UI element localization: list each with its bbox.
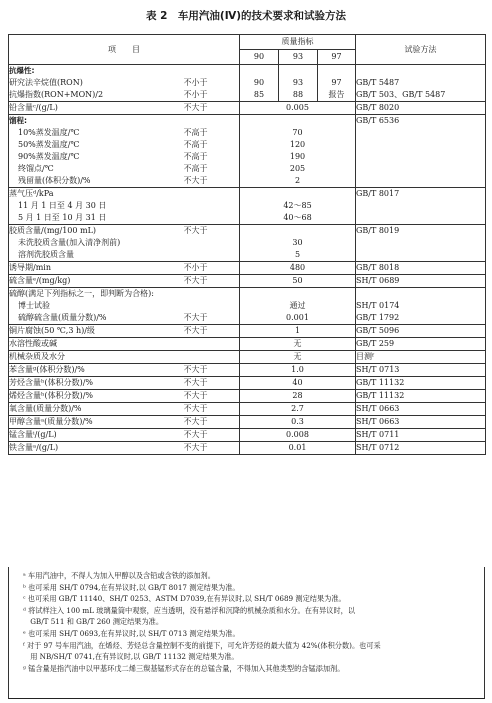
- method-label: SH/T 0689: [356, 276, 400, 285]
- limit-label: 不大于: [183, 276, 208, 285]
- condition-cell: [184, 416, 240, 429]
- item-cell: [9, 403, 184, 416]
- item-label: 11 月 1 日至 4 月 30 日: [18, 201, 107, 210]
- method-cell: [356, 442, 486, 455]
- spec-value: 28: [292, 391, 303, 400]
- condition-cell: [184, 429, 240, 442]
- item-label: 5 月 1 日至 10 月 31 日: [18, 213, 107, 222]
- method-label: GB/T 5096: [356, 326, 400, 335]
- table-row: [9, 65, 486, 102]
- method-label: GB/T 259: [356, 339, 395, 348]
- method-cell: [356, 338, 486, 351]
- value-cell: [240, 102, 356, 115]
- method-label: [356, 200, 485, 212]
- value-cell: [240, 288, 356, 325]
- item-label: 未洗胶质含量(加入清净剂前): [18, 238, 121, 247]
- item-label: 水溶性酸或碱: [9, 339, 57, 348]
- footnote: ᵈ 将试样注入 100 mL 玻璃量筒中观察，应当透明，没有悬浮和沉降的机械杂质和水分。在有异议时，以: [23, 605, 356, 615]
- grade-93-value: [279, 65, 317, 77]
- item-label: 馏程:: [9, 116, 27, 125]
- footnote: ᵍ 锰含量是指汽油中以甲基环戊二烯三羰基锰形式存在的总锰含量，不得加入其他类型的含锰添加剂。: [23, 663, 345, 673]
- table-row: [9, 390, 486, 403]
- footnote: ᵉ 也可采用 SH/T 0693,在有异议时,以 SH/T 0713 测定结果为准。: [23, 628, 240, 638]
- item-cell: [9, 416, 184, 429]
- value-cell: [240, 351, 356, 364]
- limit-label: 不高于: [183, 140, 208, 149]
- value-cell: [240, 225, 356, 262]
- table-row: [9, 364, 486, 377]
- limit-label: 不小于: [183, 263, 208, 272]
- item-label: 硫醇(满足下列指标之一，即判断为合格):: [9, 289, 154, 298]
- table-row: [9, 338, 486, 351]
- method-label: GB/T 6536: [356, 116, 400, 125]
- footnote: ᶜ 也可采用 GB/T 11140、SH/T 0253、ASTM D7039,在有异议时,以 SH/T 0689 测定结果为准。: [23, 594, 346, 604]
- method-cell: [356, 188, 486, 225]
- method-label: SH/T 0663: [356, 417, 400, 426]
- grade-97-cell: [318, 65, 356, 102]
- spec-value: 1: [294, 326, 301, 335]
- limit-label: 不大于: [183, 365, 208, 374]
- limit-label: 不大于: [183, 226, 208, 235]
- condition-cell: [184, 325, 240, 338]
- condition-cell: [184, 403, 240, 416]
- footnote: ᵇ 也可采用 SH/T 0794,在有异议时,以 GB/T 8017 测定结果为准。: [23, 582, 240, 592]
- method-label: GB/T 8020: [356, 103, 400, 112]
- method-cell: [356, 390, 486, 403]
- limit-label: 不大于: [183, 404, 208, 413]
- table-row: [9, 115, 486, 188]
- spec-value: 通过: [289, 301, 306, 310]
- method-label: [356, 237, 485, 249]
- condition-cell: [184, 364, 240, 377]
- spec-value: 205: [289, 164, 306, 173]
- item-label: 溶剂洗胶质含量: [18, 250, 74, 259]
- method-label: [356, 65, 485, 77]
- value-cell: [240, 429, 356, 442]
- item-label: 研究法辛烷值(RON): [9, 78, 83, 87]
- method-cell: [356, 225, 486, 262]
- grade-97-value: 97: [331, 78, 342, 87]
- item-cell: [9, 102, 184, 115]
- spec-value: 2: [294, 176, 301, 185]
- condition-cell: [184, 442, 240, 455]
- method-cell: [356, 325, 486, 338]
- method-label: [356, 249, 485, 261]
- limit-label: [184, 115, 240, 127]
- table-row: [9, 403, 486, 416]
- footnote: ᵃ 车用汽油中，不得人为加入甲醇以及含铅或含铁的添加剂。: [23, 571, 215, 580]
- condition-cell: [184, 288, 240, 325]
- spec-value: 40: [292, 378, 303, 387]
- condition-cell: [184, 115, 240, 188]
- spec-value: 120: [289, 140, 306, 149]
- item-cell: [9, 338, 184, 351]
- grade-93-value: 88: [292, 90, 304, 99]
- spec-value: [240, 225, 355, 237]
- condition-cell: [184, 390, 240, 403]
- item-cell: [9, 390, 184, 403]
- value-cell: [240, 325, 356, 338]
- limit-label: [184, 338, 240, 350]
- value-cell: [240, 262, 356, 275]
- method-label: GB/T 8017: [356, 189, 400, 198]
- item-label: 抗爆性:: [9, 66, 35, 75]
- footnote: ᶠ 对于 97 号车用汽油，在烯烃、芳烃总含量控制不变的前提下，可允许芳烃的最大值为 42%(体积分数)。也可采: [23, 640, 381, 650]
- spec-value: 1.0: [291, 365, 304, 374]
- spec-value: 40～68: [283, 213, 312, 222]
- limit-label: 不大于: [183, 391, 208, 400]
- spec-value: 42～85: [283, 201, 312, 210]
- limit-label: 不高于: [183, 152, 208, 161]
- method-label: GB/T 1792: [356, 313, 400, 322]
- table-row: [9, 102, 486, 115]
- value-cell: [240, 364, 356, 377]
- table-row: [9, 288, 486, 325]
- item-label: 锰含量ⁱ/(g/L): [9, 430, 57, 439]
- limit-label: [184, 249, 240, 261]
- method-label: GB/T 503、GB/T 5487: [356, 90, 446, 99]
- method-label: 目测ᶠ: [356, 352, 374, 361]
- item-cell: [9, 377, 184, 390]
- condition-cell: [184, 377, 240, 390]
- item-label: 铅含量ᶜ/(g/L): [9, 103, 58, 112]
- method-label: [356, 139, 485, 151]
- method-label: [356, 212, 485, 224]
- item-label: 残留量(体积分数)/%: [18, 176, 91, 185]
- spec-value: 0.001: [286, 313, 309, 322]
- spec-value: 2.7: [291, 404, 304, 413]
- item-cell: [9, 325, 184, 338]
- limit-label: 不大于: [183, 313, 208, 322]
- method-cell: [356, 403, 486, 416]
- table-row: [9, 275, 486, 288]
- method-label: SH/T 0712: [356, 443, 400, 452]
- limit-label: [184, 212, 240, 224]
- value-cell: [240, 390, 356, 403]
- spec-value: [240, 288, 355, 300]
- footnote: 用 NB/SH/T 0741,在有异议时,以 GB/T 11132 测定结果为准。: [23, 652, 239, 662]
- item-label: 甲醇含量ᵃ(质量分数)/%: [9, 417, 93, 426]
- item-label: 烯烃含量ʰ(体积分数)/%: [9, 391, 93, 400]
- item-cell: [9, 351, 184, 364]
- table-row: [9, 442, 486, 455]
- method-cell: [356, 275, 486, 288]
- limit-label: 不大于: [183, 176, 208, 185]
- method-label: [356, 151, 485, 163]
- method-cell: [356, 262, 486, 275]
- grade-97-value: 报告: [328, 90, 345, 99]
- limit-label: [184, 237, 240, 249]
- spec-value: 190: [289, 152, 306, 161]
- method-cell: [356, 416, 486, 429]
- limit-label: [184, 300, 240, 312]
- limit-label: 不大于: [183, 430, 208, 439]
- limit-label: [184, 200, 240, 212]
- table-title: 表 2 车用汽油(Ⅳ)的技术要求和试验方法: [145, 10, 347, 22]
- grade-90-value: 85: [253, 90, 265, 99]
- value-cell: [240, 275, 356, 288]
- table-row: [9, 416, 486, 429]
- method-cell: [356, 351, 486, 364]
- footnote: GB/T 511 和 GB/T 260 测定结果为准。: [23, 617, 164, 627]
- method-cell: [356, 288, 486, 325]
- limit-label: 不大于: [183, 417, 208, 426]
- method-label: [356, 288, 485, 300]
- condition-cell: [184, 275, 240, 288]
- condition-cell: [184, 102, 240, 115]
- spec-value: 0.005: [286, 103, 309, 112]
- item-cell: [9, 115, 184, 188]
- spec-value: 0.01: [288, 443, 307, 452]
- method-cell: [356, 429, 486, 442]
- header-grade-90: 90: [240, 50, 279, 65]
- table-row: [9, 429, 486, 442]
- item-label: 硫醇硫含量(质量分数)/%: [18, 313, 107, 322]
- method-label: GB/T 11132: [356, 378, 405, 387]
- item-label: 芳烃含量ʰ(体积分数)/%: [9, 378, 93, 387]
- item-cell: [9, 225, 184, 262]
- item-label: 硫含量ᵉ/(mg/kg): [9, 276, 71, 285]
- spec-value: 0.3: [291, 417, 304, 426]
- grade-90-cell: [240, 65, 279, 102]
- spec-value: 5: [294, 250, 301, 259]
- item-label: 胶质含量/(mg/100 mL): [9, 226, 97, 235]
- grade-93-value: 93: [292, 78, 304, 87]
- value-cell: [240, 416, 356, 429]
- condition-cell: [184, 262, 240, 275]
- item-cell: [9, 442, 184, 455]
- method-label: GB/T 8018: [356, 263, 400, 272]
- limit-label: [184, 288, 240, 300]
- grade-97-value: [318, 65, 355, 77]
- condition-cell: [184, 225, 240, 262]
- item-label: 蒸气压ᵈ/kPa: [9, 189, 54, 198]
- item-cell: [9, 262, 184, 275]
- method-cell: [356, 102, 486, 115]
- limit-label: 不大于: [183, 443, 208, 452]
- limit-label: 不高于: [183, 128, 208, 137]
- item-cell: [9, 188, 184, 225]
- spec-body: [9, 65, 486, 455]
- limit-label: 不小于: [183, 78, 208, 87]
- limit-label: [184, 351, 240, 363]
- item-cell: [9, 275, 184, 288]
- grade-90-value: [240, 65, 278, 77]
- item-label: 终馏点/℃: [18, 164, 54, 173]
- item-label: 90%蒸发温度/℃: [18, 152, 80, 161]
- method-label: SH/T 0663: [356, 404, 400, 413]
- item-label: 50%蒸发温度/℃: [18, 140, 80, 149]
- item-label: 氧含量(质量分数)/%: [9, 404, 82, 413]
- value-cell: [240, 442, 356, 455]
- item-cell: [9, 288, 184, 325]
- header-quality: 质量指标: [240, 35, 356, 50]
- footnotes: [8, 567, 485, 699]
- method-label: [356, 175, 485, 187]
- method-label: SH/T 0713: [356, 365, 400, 374]
- item-label: 10%蒸发温度/℃: [18, 128, 80, 137]
- condition-cell: [184, 338, 240, 351]
- table-row: [9, 325, 486, 338]
- grade-90-value: 90: [253, 78, 265, 87]
- item-cell: [9, 65, 184, 102]
- condition-cell: [184, 351, 240, 364]
- condition-cell: [184, 188, 240, 225]
- item-label: 苯含量ᵍ(体积分数)/%: [9, 365, 85, 374]
- header-grade-97: 97: [318, 50, 356, 65]
- header-method: 试验方法: [356, 35, 486, 65]
- item-cell: [9, 429, 184, 442]
- method-label: GB/T 5487: [356, 78, 400, 87]
- item-label: 诱导期/min: [9, 263, 51, 272]
- table-row: [9, 188, 486, 225]
- method-label: [356, 127, 485, 139]
- item-label: 铜片腐蚀(50 ℃,3 h)/级: [9, 326, 95, 335]
- spec-value: 0.008: [286, 430, 309, 439]
- spec-table: [8, 34, 486, 455]
- item-cell: [9, 364, 184, 377]
- table-row: [9, 262, 486, 275]
- method-label: SH/T 0711: [356, 430, 400, 439]
- limit-label: 不大于: [183, 326, 208, 335]
- value-cell: [240, 377, 356, 390]
- spec-value: [240, 188, 355, 200]
- method-cell: [356, 65, 486, 102]
- value-cell: [240, 403, 356, 416]
- table-row: [9, 377, 486, 390]
- method-label: [356, 163, 485, 175]
- limit-label: 不小于: [183, 90, 208, 99]
- condition-cell: [184, 65, 240, 102]
- item-label: 机械杂质及水分: [9, 352, 65, 361]
- method-cell: [356, 115, 486, 188]
- table-row: [9, 225, 486, 262]
- spec-value: 50: [292, 276, 303, 285]
- spec-value: [240, 115, 355, 127]
- method-cell: [356, 377, 486, 390]
- value-cell: [240, 115, 356, 188]
- spec-value: 30: [292, 238, 303, 247]
- item-label: 抗爆指数(RON+MON)/2: [9, 90, 104, 99]
- grade-93-cell: [279, 65, 318, 102]
- spec-value: 480: [289, 263, 306, 272]
- method-label: GB/T 8019: [356, 226, 400, 235]
- item-label: 博士试验: [18, 301, 50, 310]
- value-cell: [240, 338, 356, 351]
- table-row: [9, 351, 486, 364]
- limit-label: [184, 65, 240, 77]
- method-label: SH/T 0174: [356, 301, 400, 310]
- method-label: GB/T 11132: [356, 391, 405, 400]
- limit-label: 不大于: [183, 378, 208, 387]
- header-grade-93: 93: [279, 50, 318, 65]
- value-cell: [240, 188, 356, 225]
- spec-value: 无: [293, 339, 302, 348]
- item-label: 铁含量ᵃ/(g/L): [9, 443, 59, 452]
- limit-label: [184, 188, 240, 200]
- limit-label: 不高于: [183, 164, 208, 173]
- spec-value: 无: [293, 352, 302, 361]
- method-cell: [356, 364, 486, 377]
- spec-value: 70: [292, 128, 303, 137]
- limit-label: 不大于: [183, 103, 208, 112]
- header-item: 项 目: [9, 35, 240, 65]
